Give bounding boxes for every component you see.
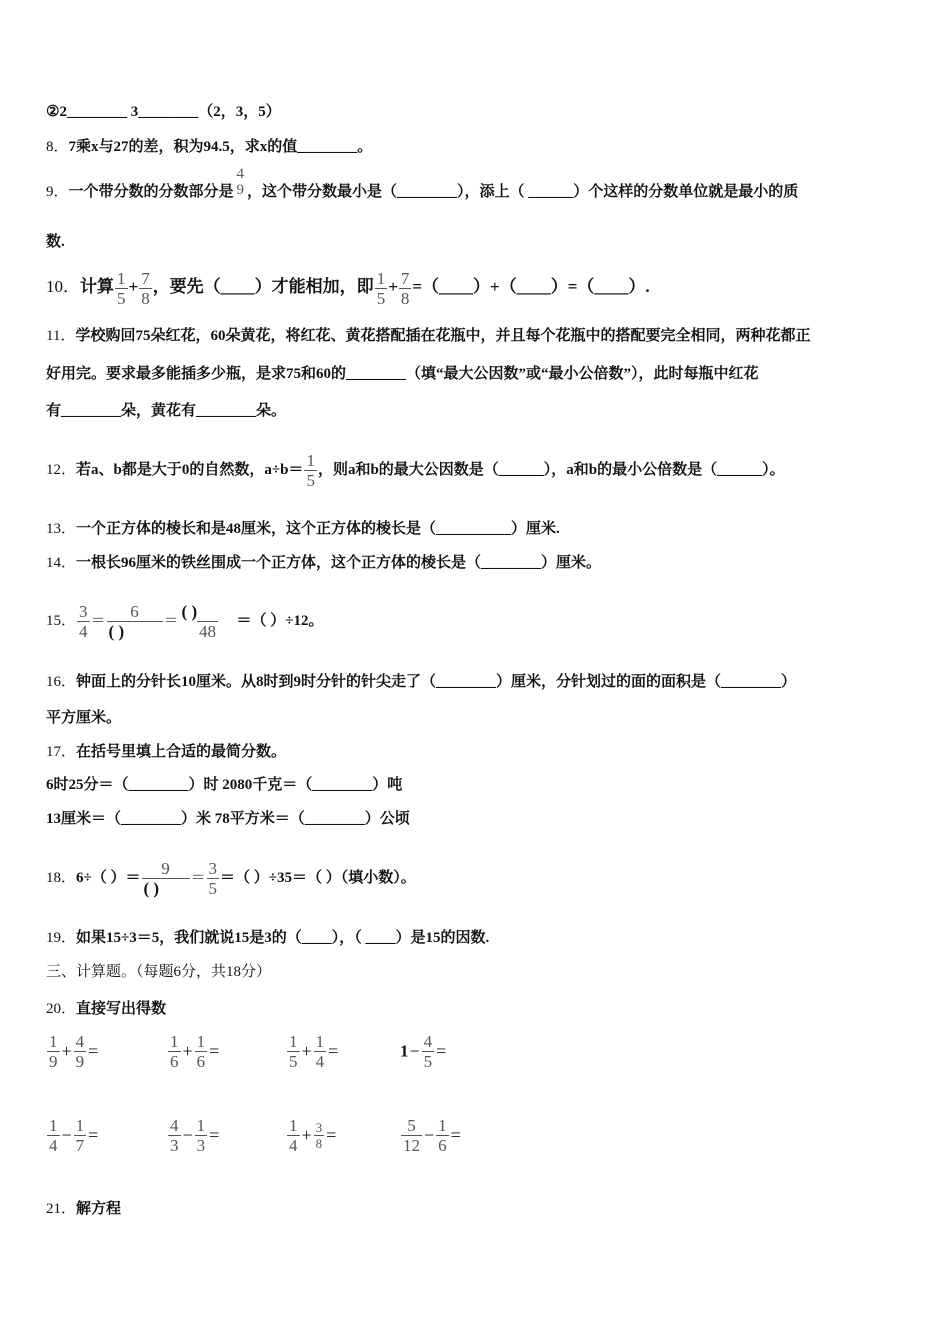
numerator: 1	[75, 1116, 85, 1135]
fraction	[195, 1116, 208, 1155]
question-number: 12．	[46, 462, 77, 478]
question-title: 在括号里填上合适的最简分数。	[76, 744, 287, 760]
fraction	[47, 1116, 60, 1155]
question-number: 15．	[46, 613, 77, 629]
question-9-continuation	[46, 232, 65, 252]
denominator: 6	[170, 1052, 179, 1071]
fraction	[195, 1032, 208, 1071]
denominator: 12	[403, 1136, 420, 1155]
question-text-pre: 6÷（ ）＝	[76, 870, 141, 886]
calc-item	[46, 1032, 99, 1071]
denominator: 48	[199, 622, 217, 642]
question-number: 20．	[46, 1001, 77, 1017]
denominator: 4	[79, 622, 88, 642]
fraction	[168, 1116, 181, 1155]
numerator: 4	[236, 166, 245, 182]
denominator: 7	[75, 1136, 85, 1155]
operator: −	[182, 1125, 193, 1145]
question-13	[46, 519, 560, 539]
question-12	[46, 440, 785, 500]
question-text-line1: 钟面上的分针长10厘米。从8时到9时分针的针尖走了（________）厘米，分针划过的面的面积是（________）	[76, 674, 797, 690]
question-text-pre: 一个带分数的分数部分是	[68, 184, 234, 200]
question-text-mid: ，要先（____）才能相加，即	[152, 277, 374, 296]
numerator-blank: ( )	[181, 602, 198, 622]
question-number: 16．	[46, 674, 77, 690]
fraction-7-8-repeat	[399, 269, 412, 308]
calc-item	[46, 1116, 99, 1155]
denominator: 5	[376, 288, 386, 308]
question-text-post: =（____）+（____）=（____）.	[412, 277, 650, 296]
equals-sign: =	[328, 1041, 339, 1061]
numerator: 1	[196, 1116, 206, 1135]
denominator: 5	[306, 471, 315, 491]
numerator: 1	[376, 268, 386, 288]
question-8	[46, 137, 372, 157]
equals-sign: =	[209, 1125, 220, 1145]
question-text-line3: 有________朵，黄花有________朵。	[46, 403, 287, 419]
numerator: 3	[79, 602, 88, 622]
equals-sign: =	[88, 1041, 99, 1061]
calc-item	[286, 1116, 337, 1155]
denominator: 4	[289, 1136, 298, 1155]
calc-item	[167, 1116, 220, 1155]
question-text-pre: 计算	[80, 277, 114, 296]
equals-sign: ＝	[163, 613, 179, 629]
fraction-small	[314, 1120, 325, 1151]
equals-sign: =	[88, 1125, 99, 1145]
question-title: 解方程	[76, 1201, 122, 1217]
operator: −	[409, 1041, 420, 1061]
fraction	[314, 1032, 327, 1071]
equals-sign: =	[209, 1041, 220, 1061]
fraction	[168, 1032, 181, 1071]
denominator: 6	[438, 1136, 447, 1155]
denominator: 5	[117, 288, 126, 308]
fraction-3-5	[207, 859, 220, 898]
question-16-line2	[46, 708, 121, 728]
question-text: 7乘x与27的差，积为94.5，求x的值________。	[68, 139, 373, 155]
numerator: 1	[49, 1116, 58, 1135]
question-text: 一根长96厘米的铁丝围成一个正方体，这个正方体的棱长是（________）厘米。	[76, 555, 602, 571]
denominator: 5	[423, 1052, 433, 1071]
fraction-1-5	[304, 451, 317, 490]
numerator: 1	[306, 451, 315, 471]
question-20	[46, 999, 166, 1019]
question-number: 13．	[46, 521, 77, 537]
equals-sign: =	[326, 1125, 337, 1145]
question-21	[46, 1199, 121, 1219]
question-title: 直接写出得数	[76, 1001, 167, 1017]
numerator: 4	[423, 1032, 433, 1051]
whole-number: 1	[400, 1041, 409, 1061]
question-text-pre: 若a、b都是大于0的自然数，a÷b＝	[76, 462, 304, 478]
fraction-1-5	[115, 269, 128, 308]
denominator-blank: ( )	[107, 621, 163, 641]
question-10	[46, 268, 650, 308]
question-9	[46, 166, 799, 212]
question-number: 19．	[46, 930, 77, 946]
question-row2: 13厘米＝（________）米 78平方米＝（________）公顷	[46, 811, 410, 827]
fraction-blank-48	[180, 602, 236, 641]
fraction	[422, 1032, 435, 1071]
numerator: 1	[289, 1116, 298, 1135]
plus-sign: +	[128, 277, 139, 296]
question-text-cont: 数.	[46, 234, 65, 250]
numerator: 5	[407, 1116, 416, 1135]
numerator: 1	[49, 1032, 58, 1051]
question-number: 8．	[46, 139, 69, 155]
calc-item	[167, 1032, 220, 1071]
denominator: 5	[208, 879, 218, 899]
question-text-post: ＝（ ）÷12。	[236, 613, 324, 629]
numerator: 1	[196, 1032, 206, 1051]
denominator: 3	[196, 1136, 206, 1155]
fraction-7-8	[139, 269, 152, 308]
question-17-row1	[46, 775, 402, 795]
operator: +	[301, 1041, 312, 1061]
numerator: 1	[438, 1116, 447, 1135]
question-19	[46, 928, 489, 948]
denominator: 9	[75, 1052, 85, 1071]
operator: −	[424, 1125, 435, 1145]
denominator: 6	[196, 1052, 206, 1071]
question-17	[46, 742, 286, 762]
denominator-blank: ( )	[142, 878, 190, 898]
denominator: 5	[289, 1052, 298, 1071]
question-11	[46, 326, 810, 346]
question-number: 9．	[46, 184, 69, 200]
denominator: 4	[315, 1052, 325, 1071]
numerator: 3	[208, 859, 218, 879]
question-number: 11．	[46, 328, 76, 344]
equals-sign: ＝	[90, 613, 106, 629]
calc-item	[400, 1116, 462, 1155]
question-row1: 6时25分＝（________）时 2080千克＝（________）吨	[46, 777, 403, 793]
question-text-line1: 学校购回75朵红花，60朵黄花，将红花、黄花搭配插在花瓶中，并且每个花瓶中的搭配要完全相同，两种花都正	[75, 328, 811, 344]
operator: +	[301, 1125, 312, 1145]
question-text: 如果15÷3＝5，我们就说15是3的（____），（ ____）是15的因数.	[76, 930, 490, 946]
numerator: 9	[161, 859, 170, 879]
fraction	[47, 1032, 60, 1071]
question-11-line2	[46, 364, 759, 384]
numerator: 3	[315, 1120, 323, 1135]
equals-sign: ＝	[190, 870, 206, 886]
section-title: 三、计算题。（每题6分，共18分）	[46, 964, 272, 980]
question-11-line3	[46, 401, 286, 421]
operator: +	[182, 1041, 193, 1061]
numerator: 1	[170, 1032, 179, 1051]
numerator: 6	[130, 602, 139, 622]
fraction-4-9	[235, 166, 247, 198]
fraction	[401, 1116, 422, 1155]
denominator: 9	[49, 1052, 58, 1071]
fraction	[287, 1032, 300, 1071]
question-text-post: ，这个带分数最小是（________），添上（ ______）个这样的分数单位就是最小的质	[247, 184, 799, 200]
fraction-1-5-repeat	[375, 269, 388, 308]
calc-item	[286, 1032, 339, 1071]
question-text: 一个正方体的棱长和是48厘米，这个正方体的棱长是（__________）厘米.	[76, 521, 560, 537]
question-number: 18．	[46, 870, 77, 886]
question-number: 17．	[46, 744, 77, 760]
numerator: 4	[75, 1032, 85, 1051]
denominator: 8	[141, 288, 150, 308]
question-text-line2: 平方厘米。	[46, 710, 122, 726]
question-15	[46, 588, 324, 654]
numerator: 7	[141, 268, 150, 288]
fraction	[436, 1116, 449, 1155]
question-17-row2	[46, 809, 410, 829]
fraction	[74, 1032, 87, 1071]
denominator: 9	[236, 182, 245, 198]
calc-item	[400, 1032, 447, 1071]
numerator: 4	[170, 1116, 179, 1135]
question-16	[46, 672, 796, 692]
fraction	[74, 1116, 87, 1155]
fraction	[287, 1116, 300, 1155]
question-number: 10．	[46, 277, 80, 296]
denominator: 3	[170, 1136, 179, 1155]
question-number: 21．	[46, 1201, 77, 1217]
denominator: 4	[49, 1136, 58, 1155]
question-number: 14．	[46, 555, 77, 571]
numerator: 1	[117, 268, 126, 288]
operator: +	[61, 1041, 72, 1061]
numerator: 1	[315, 1032, 325, 1051]
question-text-line2: 好用完。要求最多能插多少瓶，是求75和60的________（填“最大公因数”或“最小公倍数”），此时每瓶中红花	[46, 366, 759, 382]
question-7-part-2	[46, 102, 281, 122]
equals-sign: =	[450, 1125, 461, 1145]
section-3-heading	[46, 962, 271, 982]
numerator: 7	[400, 268, 410, 288]
equals-sign: =	[436, 1041, 447, 1061]
fraction-6-blank	[107, 602, 163, 641]
q7-text: ②2________ 3________（2，3，5）	[46, 104, 281, 120]
denominator: 8	[315, 1136, 323, 1151]
question-18	[46, 842, 416, 914]
operator: −	[61, 1125, 72, 1145]
numerator: 1	[289, 1032, 298, 1051]
denominator: 8	[400, 288, 410, 308]
fraction-9-blank	[142, 859, 190, 898]
fraction-3-4	[77, 602, 90, 641]
question-14	[46, 553, 601, 573]
question-text-post: ，则a和b的最大公因数是（______），a和b的最小公倍数是（______）。	[317, 462, 785, 478]
question-text-post: ＝（ ）÷35＝（ ）（填小数）。	[220, 870, 416, 886]
plus-sign: +	[388, 277, 398, 296]
